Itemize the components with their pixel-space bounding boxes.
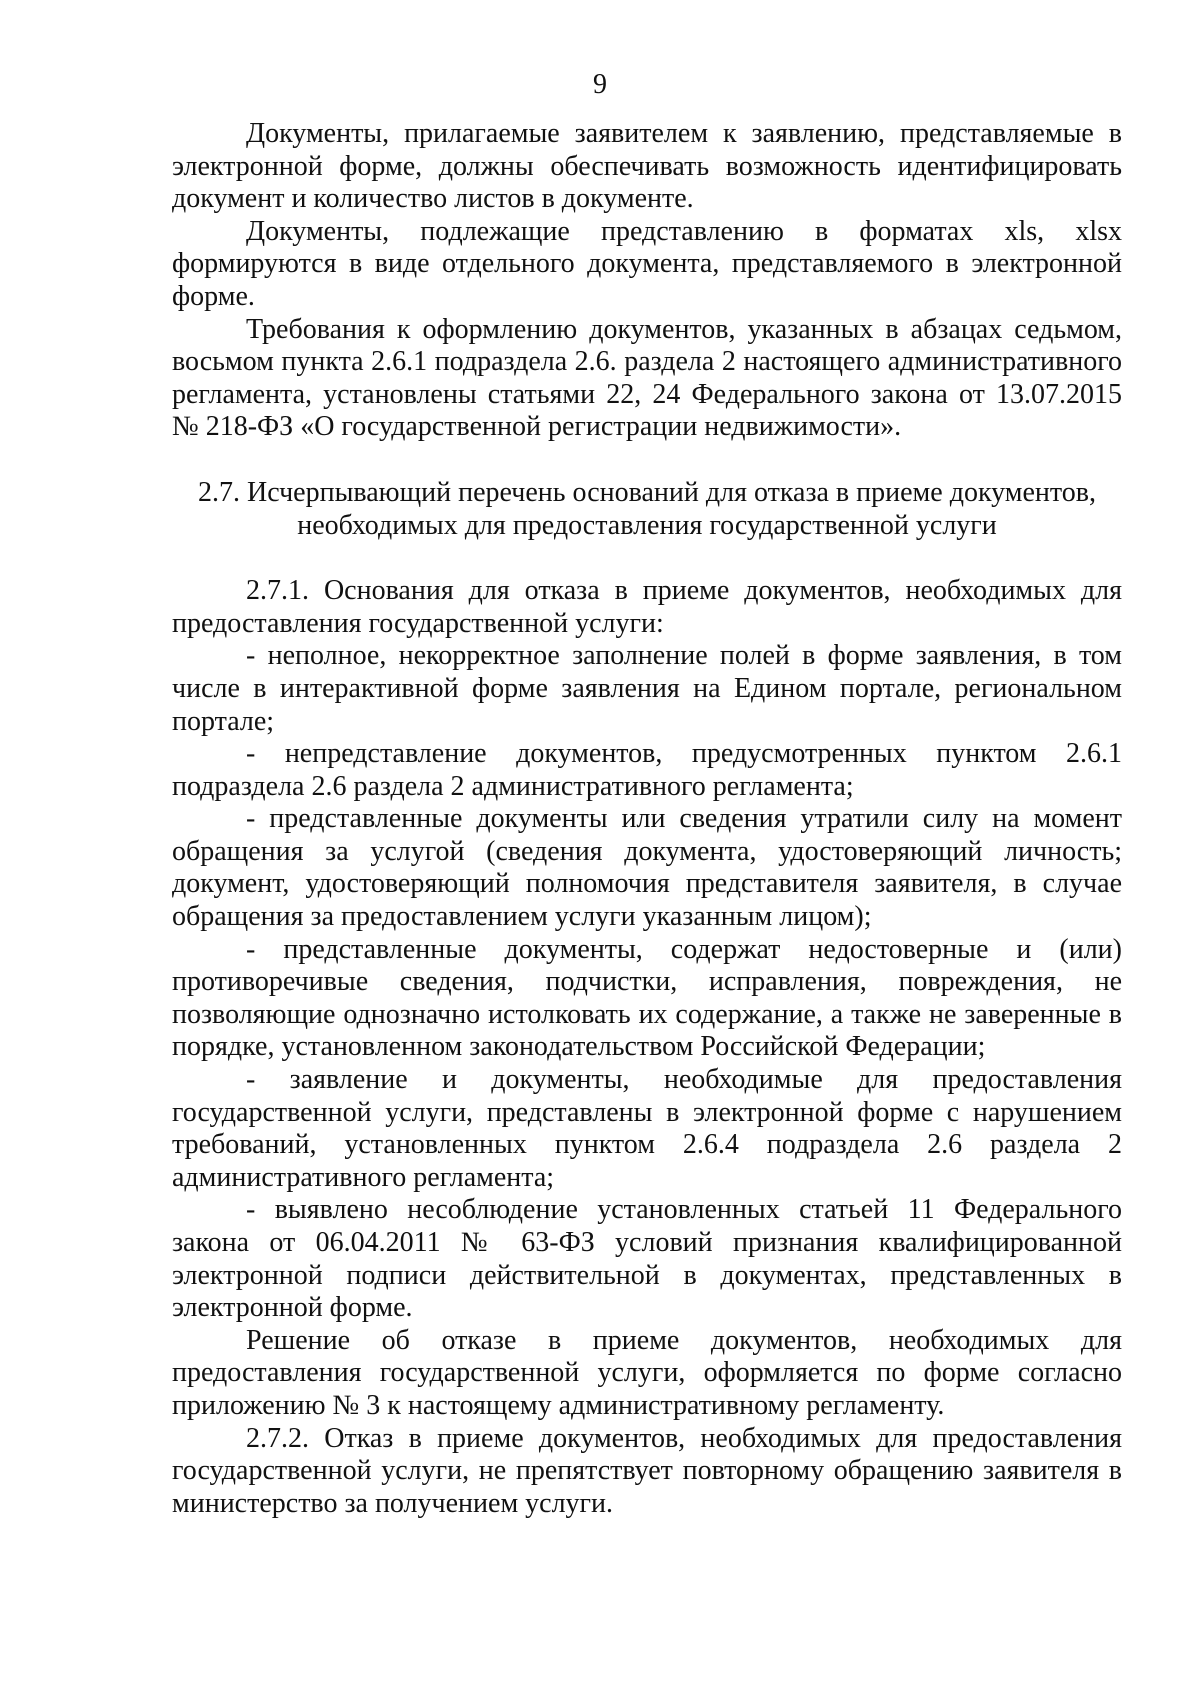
paragraph-electronic-documents: Документы, прилагаемые заявителем к заявлению, представляемые в электронной форме, должны обеспечивать возможность идентифицировать документ и количество листов в документе. bbox=[172, 118, 1122, 215]
paragraph-2-7-2: 2.7.2. Отказ в приеме документов, необходимых для предоставления государственной услуги, не препятствует повторному обращению заявителя в министерство за получением услуги. bbox=[172, 1422, 1122, 1519]
list-item-electronic-violations: - заявление и документы, необходимые для предоставления государственной услуги, представлены в электронной форме с нарушением требований, установленных пунктом 2.6.4 подраздела 2.6 раздела 2 административного регламента; bbox=[172, 1064, 1122, 1193]
list-item-missing-documents: - непредставление документов, предусмотренных пунктом 2.6.1 подраздела 2.6 раздела 2 административного регламента; bbox=[172, 738, 1122, 802]
section-heading-line-2: необходимых для предоставления государственной услуги bbox=[297, 509, 997, 541]
section-heading-line-1: 2.7. Исчерпывающий перечень оснований для отказа в приеме документов, bbox=[198, 476, 1096, 508]
paragraph-refusal-decision: Решение об отказе в приеме документов, необходимых для предоставления государственной услуги, оформляется по форме согласно приложению № 3 к настоящему административному регламенту. bbox=[172, 1324, 1122, 1421]
page-number: 9 bbox=[593, 69, 607, 100]
paragraph-xls-formats: Документы, подлежащие представлению в форматах xls, xlsx формируются в виде отдельного документа, представляемого в электронной форме. bbox=[172, 215, 1122, 312]
list-item-unreliable-information: - представленные документы, содержат недостоверные и (или) противоречивые сведения, подчистки, исправления, повреждения, не позволяющие однозначно истолковать их содержание, а также не заверенные в порядке, установленном законодательством Российской Федерации; bbox=[172, 933, 1122, 1063]
list-item-signature-noncompliance: - выявлено несоблюдение установленных статьей 11 Федерального закона от 06.04.2011 № 63-ФЗ условий признания квалифицированной электронной подписи действительной в документах, представленных в электронной форме. bbox=[172, 1194, 1122, 1324]
section-heading bbox=[172, 477, 1122, 542]
list-item-incomplete-form: - неполное, некорректное заполнение полей в форме заявления, в том числе в интерактивной форме заявления на Едином портале, региональном портале; bbox=[172, 640, 1122, 737]
paragraph-document-requirements: Требования к оформлению документов, указанных в абзацах седьмом, восьмом пункта 2.6.1 подраздела 2.6. раздела 2 настоящего административного регламента, установлены статьями 22, 24 Федерального закона от 13.07.2015 № 218-ФЗ «О государственной регистрации недвижимости». bbox=[172, 313, 1122, 443]
list-item-expired-documents: - представленные документы или сведения утратили силу на момент обращения за услугой (сведения документа, удостоверяющий личность; документ, удостоверяющий полномочия представителя заявителя, в случае обращения за предоставлением услуги указанным лицом); bbox=[172, 803, 1122, 933]
paragraph-2-7-1: 2.7.1. Основания для отказа в приеме документов, необходимых для предоставления государственной услуги: bbox=[172, 575, 1122, 639]
document-body bbox=[172, 118, 1122, 1520]
